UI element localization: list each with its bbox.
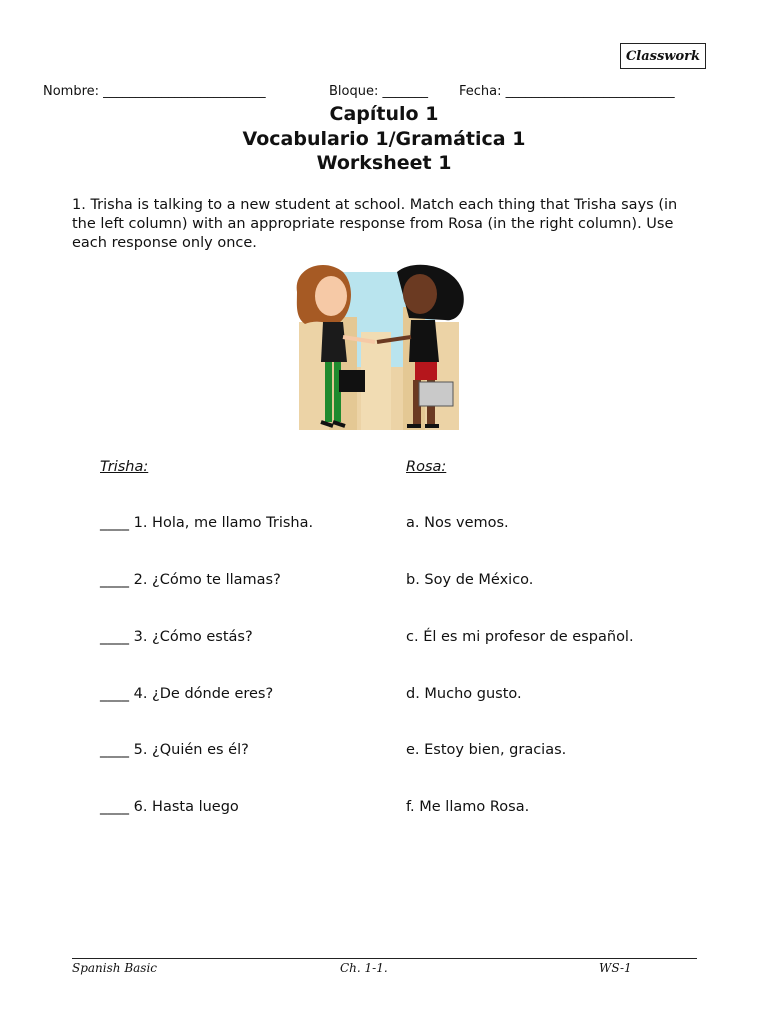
instructions: 1. Trisha is talking to a new student at school. Match each thing that Trisha says (in the left column) with an appropriate response from Rosa (in the right column). Use each response only once. (72, 197, 678, 251)
handshake-illustration (285, 262, 465, 434)
rosa-column-header: Rosa: (406, 459, 447, 475)
response-c: c. Él es mi profesor de español. (406, 629, 634, 645)
footer-worksheet-id: WS-1 (599, 961, 632, 975)
footer-chapter: Ch. 1-1. (340, 961, 388, 975)
response-f: f. Me llamo Rosa. (406, 799, 530, 815)
bloque-field: Bloque: _______ (329, 84, 428, 99)
footer-course: Spanish Basic (72, 961, 158, 975)
nombre-field: Nombre: _________________________ (43, 84, 266, 99)
section-title: Vocabulario 1/Gramática 1 (242, 128, 526, 150)
match-blank-3[interactable]: ____ 3. ¿Cómo estás? (100, 629, 253, 645)
response-b: b. Soy de México. (406, 572, 534, 588)
response-e: e. Estoy bien, gracias. (406, 742, 567, 758)
worksheet-title: Worksheet 1 (316, 152, 452, 174)
match-blank-1[interactable]: ____ 1. Hola, me llamo Trisha. (100, 515, 314, 531)
classwork-badge: Classwork (620, 43, 706, 69)
footer-divider (72, 958, 697, 959)
match-blank-6[interactable]: ____ 6. Hasta luego (100, 799, 239, 815)
match-blank-5[interactable]: ____ 5. ¿Quién es él? (100, 742, 249, 758)
match-blank-2[interactable]: ____ 2. ¿Cómo te llamas? (100, 572, 281, 588)
trisha-column-header: Trisha: (100, 459, 149, 475)
response-a: a. Nos vemos. (406, 515, 509, 531)
chapter-title: Capítulo 1 (329, 103, 439, 125)
response-d: d. Mucho gusto. (406, 686, 522, 702)
fecha-field: Fecha: __________________________ (459, 84, 675, 99)
match-blank-4[interactable]: ____ 4. ¿De dónde eres? (100, 686, 274, 702)
